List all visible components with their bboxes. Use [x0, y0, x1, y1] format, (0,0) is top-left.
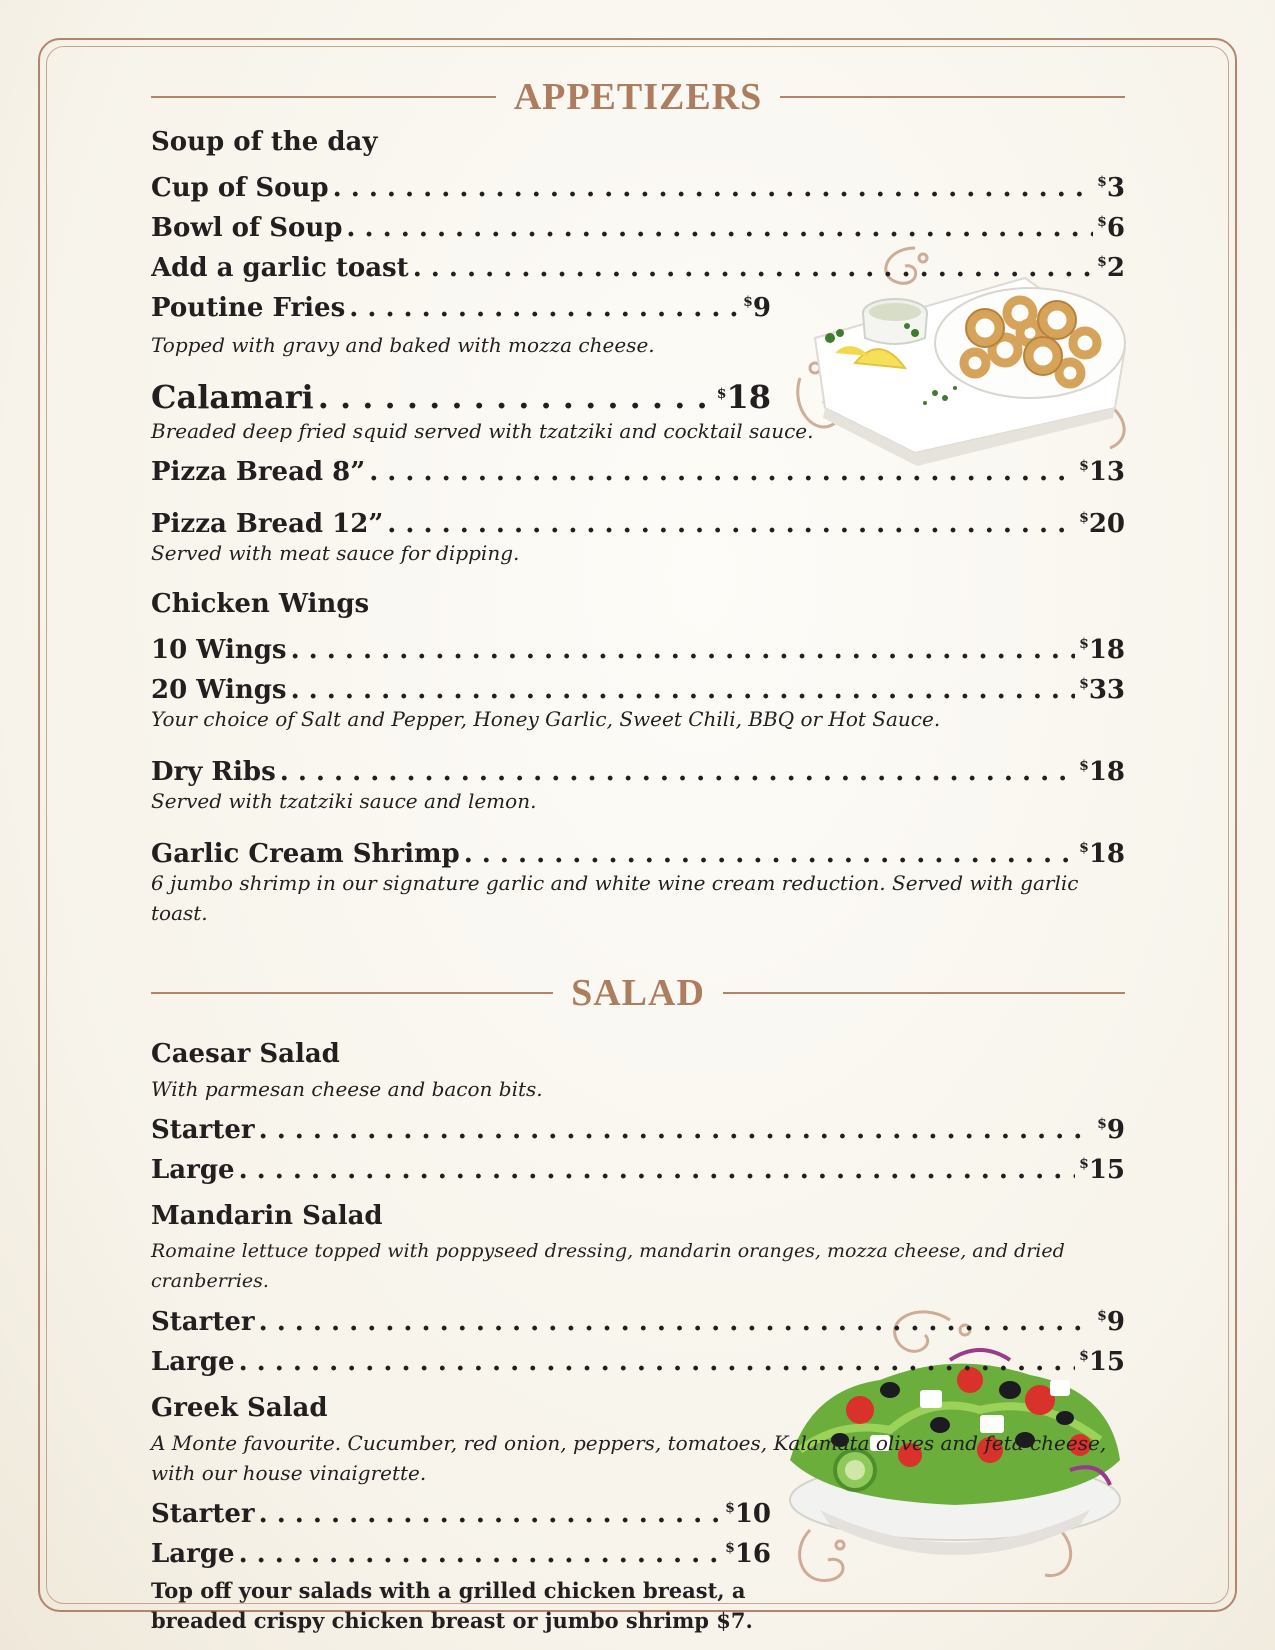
menu-item-garlic-toast — [151, 242, 1125, 282]
item-price: $9 — [1097, 1115, 1125, 1144]
header-rule-left — [151, 96, 496, 98]
leader-dots — [259, 1494, 721, 1528]
leader-dots — [280, 752, 1075, 786]
item-name: Large — [151, 1155, 235, 1184]
menu-item-cup-of-soup — [151, 162, 1125, 202]
item-description: Breaded deep fried squid served with tzatziki and cocktail sauce. — [151, 419, 814, 443]
menu-item-mandarin-starter — [151, 1296, 1125, 1336]
leader-dots — [333, 168, 1094, 202]
greek-title: Greek Salad — [151, 1393, 328, 1423]
leader-dots — [239, 1342, 1076, 1376]
leader-dots — [349, 288, 739, 322]
menu-item-10-wings — [151, 624, 1125, 664]
item-price: $15 — [1079, 1155, 1125, 1184]
menu-item-poutine — [151, 282, 771, 322]
item-description: Topped with gravy and baked with mozza cheese. — [151, 333, 655, 357]
menu-item-garlic-cream-shrimp — [151, 828, 1125, 868]
item-price: $3 — [1097, 173, 1125, 202]
item-price: $18 — [716, 378, 771, 416]
item-name: 20 Wings — [151, 675, 287, 704]
item-price: $18 — [1079, 757, 1125, 786]
item-price: $9 — [1097, 1307, 1125, 1336]
item-name: Pizza Bread 8” — [151, 457, 366, 486]
menu-item-greek-large — [151, 1528, 771, 1568]
item-price: $9 — [743, 293, 771, 322]
leader-dots — [291, 670, 1075, 704]
leader-dots — [369, 452, 1075, 486]
item-name: Cup of Soup — [151, 173, 329, 202]
leader-dots — [464, 834, 1075, 868]
item-description: Romaine lettuce topped with poppyseed dressing, mandarin oranges, mozza cheese, and dried cranberries. — [151, 1240, 1065, 1292]
leader-dots — [259, 1110, 1094, 1144]
item-price: $2 — [1097, 253, 1125, 282]
item-price: $18 — [1079, 635, 1125, 664]
item-price: $13 — [1079, 457, 1125, 486]
appetizers-header — [151, 72, 1125, 122]
item-name: Garlic Cream Shrimp — [151, 839, 460, 868]
leader-dots — [346, 208, 1093, 242]
item-price: $6 — [1097, 213, 1125, 242]
item-price: $20 — [1079, 509, 1125, 538]
item-description: Served with meat sauce for dipping. — [151, 541, 520, 565]
item-description-line1: A Monte favourite. Cucumber, red onion, peppers, tomatoes, Kalamata olives and feta cheese, — [151, 1431, 1107, 1455]
item-price: $16 — [725, 1539, 771, 1568]
menu-item-bowl-of-soup — [151, 202, 1125, 242]
header-rule-right — [723, 992, 1125, 994]
leader-dots — [239, 1150, 1076, 1184]
leader-dots — [259, 1302, 1094, 1336]
item-description: Served with tzatziki sauce and lemon. — [151, 789, 537, 813]
leader-dots — [318, 375, 713, 416]
item-name: Starter — [151, 1115, 255, 1144]
item-description: With parmesan cheese and bacon bits. — [151, 1077, 543, 1101]
menu-item-pizza-bread-12 — [151, 498, 1125, 538]
item-name: Large — [151, 1347, 235, 1376]
menu-item-dry-ribs — [151, 746, 1125, 786]
item-name: 10 Wings — [151, 635, 287, 664]
leader-dots — [413, 248, 1093, 282]
menu-content — [151, 72, 1125, 1636]
item-name: Starter — [151, 1499, 255, 1528]
leader-dots — [387, 504, 1075, 538]
soup-title: Soup of the day — [151, 127, 378, 157]
item-description-line2: with our house vinaigrette. — [151, 1461, 427, 1485]
caesar-title: Caesar Salad — [151, 1039, 340, 1069]
salad-addon-note: Top off your salads with a grilled chicken breast, a breaded crispy chicken breast or jumbo shrimp $7. — [151, 1578, 753, 1633]
salad-header — [151, 968, 1125, 1018]
wings-title: Chicken Wings — [151, 589, 370, 619]
menu-item-caesar-starter — [151, 1104, 1125, 1144]
item-name: Dry Ribs — [151, 757, 276, 786]
item-name: Bowl of Soup — [151, 213, 343, 242]
item-price: $10 — [725, 1499, 771, 1528]
mandarin-title: Mandarin Salad — [151, 1201, 383, 1231]
item-description: 6 jumbo shrimp in our signature garlic and white wine cream reduction. Served with garlic toast. — [151, 871, 1079, 925]
item-price: $18 — [1079, 839, 1125, 868]
menu-item-calamari — [151, 372, 771, 416]
item-price: $15 — [1079, 1347, 1125, 1376]
item-name: Large — [151, 1539, 235, 1568]
menu-item-mandarin-large — [151, 1336, 1125, 1376]
item-description: Your choice of Salt and Pepper, Honey Garlic, Sweet Chili, BBQ or Hot Sauce. — [151, 707, 941, 731]
leader-dots — [291, 630, 1075, 664]
item-name: Calamari — [151, 378, 314, 416]
item-name: Add a garlic toast — [151, 253, 409, 282]
item-name: Starter — [151, 1307, 255, 1336]
appetizers-title: APPETIZERS — [513, 76, 763, 118]
menu-item-pizza-bread-8 — [151, 446, 1125, 486]
menu-item-20-wings — [151, 664, 1125, 704]
item-name: Pizza Bread 12” — [151, 509, 384, 538]
header-rule-right — [780, 96, 1125, 98]
item-price: $33 — [1079, 675, 1125, 704]
menu-item-caesar-large — [151, 1144, 1125, 1184]
leader-dots — [239, 1534, 722, 1568]
salad-title: SALAD — [571, 972, 705, 1014]
menu-item-greek-starter — [151, 1488, 771, 1528]
item-name: Poutine Fries — [151, 293, 346, 322]
header-rule-left — [151, 992, 553, 994]
